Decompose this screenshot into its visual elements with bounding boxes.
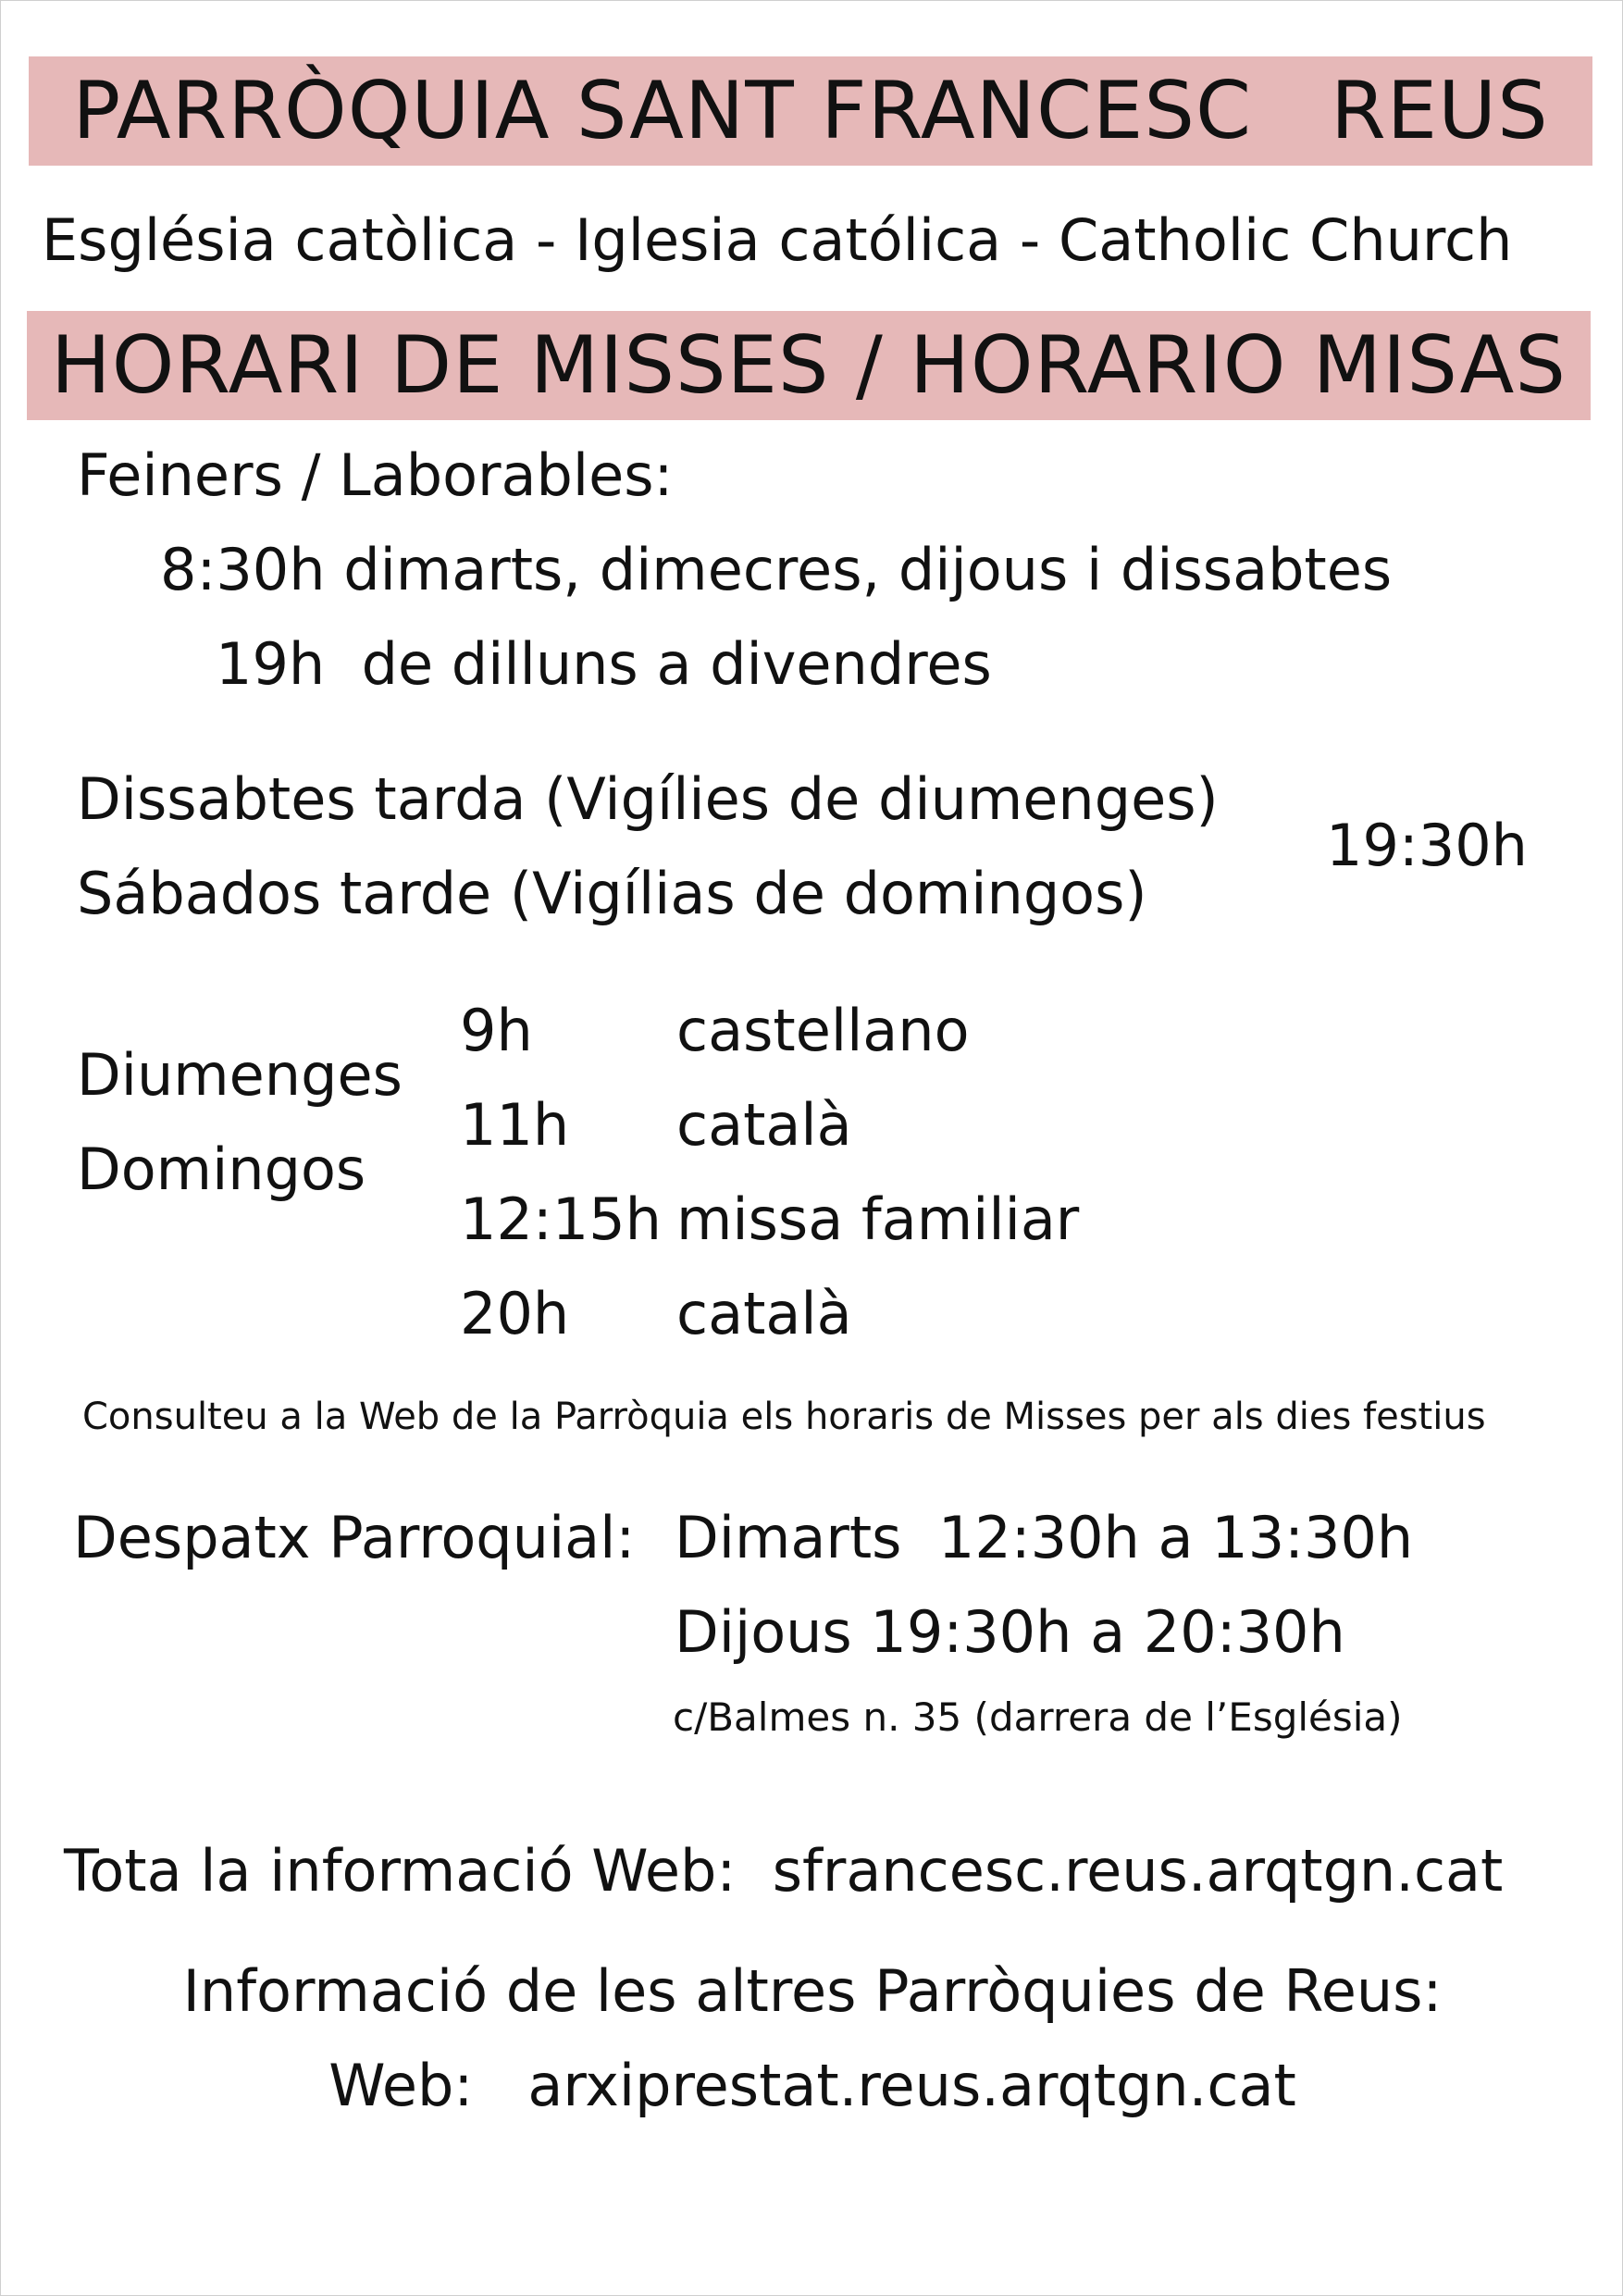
office-hours-1: Dimarts 12:30h a 13:30h [675, 1504, 1414, 1571]
weekdays-label: Feiners / Laborables: [77, 441, 674, 509]
other-parishes-label: Informació de les altres Parròquies de Reus: [182, 1957, 1443, 2025]
mass-time: 9h [460, 997, 533, 1064]
other-parishes-web: Web: arxiprestat.reus.arqtgn.cat [328, 2052, 1296, 2119]
weekdays-line-2: 19h de dilluns a divendres [216, 630, 992, 698]
mass-desc: català [676, 1091, 852, 1159]
mass-desc: castellano [676, 997, 970, 1064]
weekdays-line-1: 8:30h dimarts, dimecres, dijous i dissabtes [160, 536, 1393, 603]
saturday-time: 19:30h [1326, 812, 1528, 879]
mass-time: 11h [460, 1091, 570, 1159]
mass-desc: missa familiar [676, 1185, 1080, 1253]
title-band [29, 56, 1592, 166]
office-hours-2: Dijous 19:30h a 20:30h [675, 1598, 1345, 1666]
schedule-title: HORARI DE MISSES / HORARIO MISAS [51, 319, 1567, 412]
schedule-band [27, 311, 1591, 420]
saturday-label-es: Sábados tarde (Vigílias de domingos) [77, 860, 1147, 927]
office-address: c/Balmes n. 35 (darrera de l’Església) [673, 1694, 1403, 1740]
mass-desc: català [676, 1280, 852, 1347]
sunday-label-ca: Diumenges [77, 1041, 403, 1109]
office-label: Despatx Parroquial: [73, 1504, 636, 1571]
parish-web: Tota la informació Web: sfrancesc.reus.arqtgn.cat [64, 1837, 1504, 1905]
parish-title: PARRÒQUIA SANT FRANCESC REUS [72, 65, 1549, 157]
mass-time: 12:15h [460, 1185, 662, 1253]
sunday-label-es: Domingos [77, 1136, 366, 1203]
saturday-label-ca: Dissabtes tarda (Vigílies de diumenges) [77, 765, 1219, 833]
mass-time: 20h [460, 1280, 570, 1347]
festive-days-note: Consulteu a la Web de la Parròquia els horaris de Misses per als dies festius [82, 1396, 1486, 1438]
church-subtitle: Església catòlica - Iglesia católica - Catholic Church [42, 206, 1513, 274]
